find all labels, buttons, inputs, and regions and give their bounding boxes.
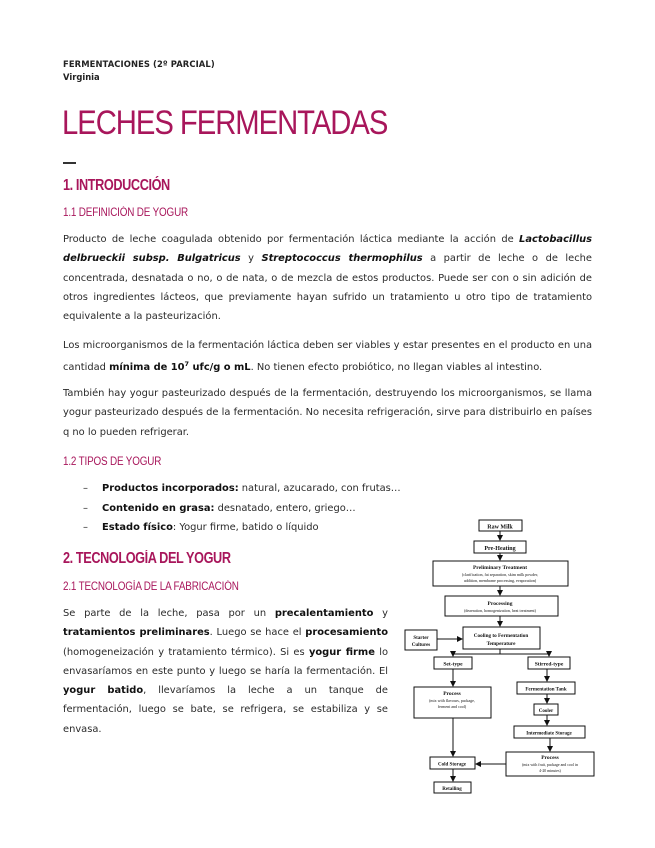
label-cultures: Cultures [411, 643, 431, 648]
list-item-term: Estado físico [102, 522, 173, 533]
exponent: 7 [184, 360, 190, 369]
label-processing: Processing [487, 601, 513, 607]
label-process-stirred-detail: (mix with fruit, package and cool in [522, 763, 578, 767]
label-preliminary-detail: addition, membrane processing, evaporation) [463, 578, 537, 583]
label-temperature: Temperature [486, 641, 516, 647]
list-item [83, 479, 401, 498]
label-process-stirred-detail: 4-20 minutes) [539, 769, 561, 773]
list-item-term: Productos incorporados: [102, 483, 239, 494]
list-item-text: : Yogur firme, batido o líquido [172, 522, 319, 533]
paragraph-microorganismos [63, 336, 592, 378]
subsection-heading-tipos: 1.2 TIPOS DE YOGUR [63, 456, 162, 468]
title-divider [63, 162, 76, 164]
label-preliminary-detail: (clarification, fat separation, skim milk powder, [461, 572, 539, 577]
subsection-heading-definicion: 1.1 DEFINICIÓN DE YOGUR [63, 207, 189, 219]
label-preheating: Pre-Heating [484, 546, 516, 552]
species-name: Lactobacillus delbrueckii subsp. Bulgatricus [63, 234, 592, 265]
text-span: ufc/g o mL [189, 362, 251, 374]
bold-term: tratamientos preliminares [63, 627, 210, 639]
bold-term: yogur firme [308, 646, 375, 658]
paragraph-definicion [63, 230, 592, 326]
course-header: FERMENTACIONES (2º PARCIAL) [63, 59, 215, 69]
text-span: Los microorganismos de la fermentación láctica deben ser viables y estar presentes en el producto en una cantidad [63, 340, 592, 374]
text-span: Se parte de la leche, pasa por un [63, 608, 275, 619]
bullet-marker: – [83, 483, 88, 494]
bullet-marker: – [83, 522, 88, 533]
label-process-set: Process [443, 691, 461, 697]
label-retailing: Retailing [442, 787, 462, 792]
label-process-stirred: Process [541, 755, 559, 761]
section-heading-tecnologia: 2. TECNOLOGÍA DEL YOGUR [63, 550, 231, 567]
label-processing-detail: (deaeration, homogenization, heat treatment) [464, 608, 536, 613]
text-span: lo envasaríamos en este punto y luego se haría la fermentación. El [63, 646, 388, 677]
label-cooling: Cooling to Fermentation [473, 633, 529, 639]
species-name: Streptococcus thermophilus [261, 253, 423, 265]
label-fermentation-tank: Fermentation Tank [525, 687, 567, 693]
text-span: . Luego se hace el [209, 627, 306, 639]
list-item-text: natural, azucarado, con frutas… [238, 483, 401, 494]
label-intermediate-storage: Intermediate Storage [526, 731, 572, 737]
bullet-marker: – [83, 503, 88, 514]
text-span: a partir de leche o de leche concentrada, desnatada o no, o de nata, o de mezcla de estos productos. Puede ser con o sin adición de otros ingredientes lácteos, que previamente hayan sufrido un tratamiento u otro tipo de tratamiento equivalente a la pasteurización. [63, 253, 592, 323]
bold-term: procesamiento [305, 627, 388, 639]
text-span: Producto de leche coagulada obtenido por fermentación láctica mediante la acción de [63, 234, 520, 245]
list-item-term: Contenido en grasa: [102, 503, 215, 514]
label-process-set-detail: ferment and cool) [437, 704, 467, 709]
paragraph-fabricacion [63, 604, 388, 739]
text-span: y [373, 608, 389, 619]
list-item [83, 518, 319, 537]
text-span: mínima de 10 [109, 362, 185, 374]
label-cooler: Cooler [538, 709, 554, 714]
label-process-set-detail: (mix with flavours, package, [429, 698, 475, 703]
bold-term: yogur batido [63, 685, 144, 697]
author-name: Virginia [63, 72, 100, 82]
bold-term: precalentamiento [274, 608, 374, 619]
yogurt-process-flowchart [400, 515, 600, 795]
label-stirred-type: Stirred-type [534, 661, 564, 668]
list-item-text: desnatado, entero, griego… [214, 503, 356, 514]
section-heading-introduccion: 1. INTRODUCCIÓN [63, 177, 170, 194]
text-span: (homogeneización y tratamiento térmico). Si es [63, 646, 309, 658]
subsection-heading-fabricacion: 2.1 TECNOLOGÍA DE LA FABRICACIÓN [63, 581, 239, 593]
text-span: , llevaríamos la leche a un tanque de fermentación, luego se bate, se refrigera, se estabiliza y se envasa. [63, 685, 388, 735]
label-starter: Starter [413, 636, 429, 641]
paragraph-pasteurizado: También hay yogur pasteurizado después de la fermentación, destruyendo los microorganismos, se llama yogur pasteurizado después de la fermentación. No necesita refrigeración, sirve para distribuirlo en países q no lo pueden refrigerar. [63, 388, 592, 438]
label-preliminary-treatment: Preliminary Treatment [472, 565, 528, 571]
label-set-type: Set-type [443, 661, 463, 668]
label-raw-milk: Raw Milk [487, 524, 513, 531]
label-cold-storage: Cold Storage [438, 762, 466, 768]
list-item [83, 499, 356, 518]
text-span: . No tienen efecto probiótico, no llegan viables al intestino. [250, 362, 543, 374]
page-title: LECHES FERMENTADAS [62, 104, 388, 142]
text-span: y [240, 253, 262, 265]
